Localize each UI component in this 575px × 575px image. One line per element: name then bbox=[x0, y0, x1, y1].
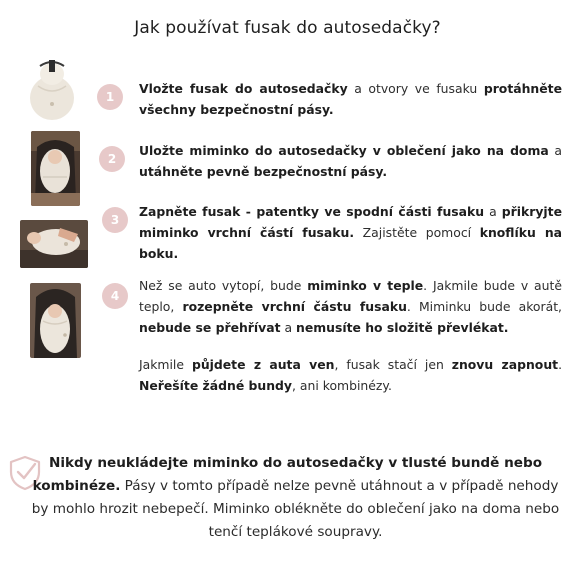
emphasis-text: Neřešíte žádné bundy bbox=[139, 378, 292, 393]
emphasis-text: Nikdy neukládejte miminko do autosedačky v tlusté bundě nebo kombinéze. bbox=[32, 455, 543, 494]
step-3-text bbox=[139, 201, 562, 264]
body-text: a bbox=[548, 143, 562, 158]
car-seat-warning bbox=[28, 452, 563, 544]
emphasis-text: miminko v teple bbox=[307, 278, 424, 293]
body-text: . Jakmile bude v autě teplo, bbox=[139, 278, 562, 314]
emphasis-text: nebude se přehřívat bbox=[139, 320, 281, 335]
step-4-note bbox=[139, 354, 562, 396]
baby-in-car-seat-photo bbox=[31, 131, 80, 206]
step-number-badge: 3 bbox=[102, 207, 128, 233]
emphasis-text: půjdete z auta ven bbox=[191, 357, 335, 372]
step-number-badge: 4 bbox=[102, 283, 128, 309]
body-text: a otvory ve fusaku bbox=[347, 81, 484, 96]
body-text: a bbox=[280, 320, 297, 335]
emphasis-text: Zapněte fusak - patentky ve spodní části fusaku bbox=[139, 204, 485, 219]
emphasis-text: protáhněte všechny bezpečnostní pásy. bbox=[139, 81, 562, 117]
buttoning-fusak-photo bbox=[20, 220, 88, 268]
emphasis-text: přikryjte miminko vrchní částí fusaku. bbox=[139, 204, 562, 240]
body-text: Jakmile bbox=[139, 357, 192, 372]
fusak-product-photo bbox=[22, 56, 82, 122]
emphasis-text: knoflíku na boku. bbox=[139, 225, 563, 261]
page-title: Jak používat fusak do autosedačky? bbox=[134, 18, 441, 38]
step-4-text bbox=[139, 275, 562, 338]
body-text: , ani kombinézy. bbox=[292, 378, 392, 393]
step-2-text bbox=[139, 140, 562, 182]
emphasis-text: rozepněte vrchní částu fusaku bbox=[182, 299, 407, 314]
emphasis-text: utáhněte pevně bezpečnostní pásy. bbox=[139, 164, 388, 179]
step-1-text bbox=[139, 78, 562, 120]
baby-wrapped-photo bbox=[30, 283, 81, 358]
emphasis-text: znovu zapnout bbox=[451, 357, 559, 372]
body-text: Zajistěte pomocí bbox=[354, 225, 480, 240]
step-number-badge: 1 bbox=[97, 84, 123, 110]
body-text: . Miminku bude akorát, bbox=[406, 299, 562, 314]
emphasis-text: nemusíte ho složitě převlékat. bbox=[296, 320, 509, 335]
step-number-badge: 2 bbox=[99, 146, 125, 172]
body-text: , fusak stačí jen bbox=[334, 357, 452, 372]
body-text: Pásy v tomto případě nelze pevně utáhnout a v případě nehody by mohlo hrozit nebepečí. Miminko oblékněte do oblečení jako na doma nebo tenčí teplákové soupravy. bbox=[31, 478, 560, 540]
body-text: Než se auto vytopí, bude bbox=[139, 278, 308, 293]
emphasis-text: Vložte fusak do autosedačky bbox=[139, 81, 348, 96]
body-text: . bbox=[558, 357, 563, 372]
emphasis-text: Uložte miminko do autosedačky v oblečení jako na doma bbox=[139, 143, 549, 158]
body-text: a bbox=[484, 204, 502, 219]
